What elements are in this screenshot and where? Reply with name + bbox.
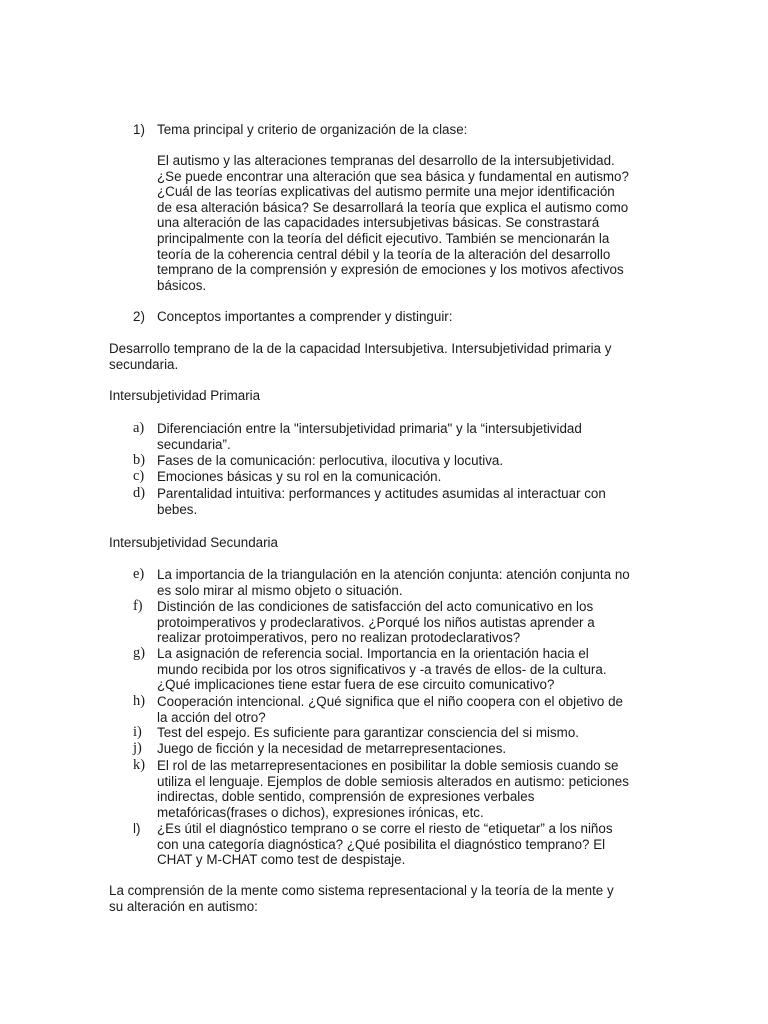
subsection-title-text: Intersubjetividad Secundaria: [109, 535, 278, 550]
list-letter: d): [133, 485, 145, 501]
list-letter: a): [133, 420, 145, 436]
list-item: [157, 758, 629, 820]
paragraph-line: ¿Cuál de las teorías explicativas del autismo permite una mejor identificación: [157, 184, 615, 200]
section-paragraph: [157, 153, 629, 293]
subsection-title-text: Intersubjetividad Primaria: [109, 388, 261, 403]
list-item-line: metafóricas(frases o dichos), expresiones irónicas, etc.: [157, 804, 484, 820]
list-item: [157, 599, 595, 646]
paragraph-line: básicos.: [157, 277, 207, 293]
list-item-line: realizar protoimperativos, pero no realizan protodeclarativos?: [157, 630, 521, 646]
list-item-line: Distinción de las condiciones de satisfacción del acto comunicativo en los: [157, 599, 594, 614]
list-item-line: Diferenciación entre la "intersubjetividad primaria" y la “intersubjetividad: [157, 421, 582, 436]
intro-paragraph: [109, 341, 611, 372]
list-item-line: Emociones básicas y su rol en la comunicación.: [157, 469, 442, 484]
list-item: [157, 694, 623, 725]
list-letter: l): [133, 821, 141, 836]
list-item: [157, 567, 630, 598]
paragraph-line: su alteración en autismo:: [109, 898, 258, 914]
paragraph-line: secundaria.: [109, 356, 179, 372]
list-letter: e): [133, 566, 145, 582]
list-letter: f): [133, 598, 143, 614]
list-letter: b): [133, 452, 145, 468]
paragraph-line: una alteración de las capacidades intersubjetivas básicas. Se constrastará: [157, 215, 600, 231]
list-item-line: Parentalidad intuitiva: performances y actitudes asumidas al interactuar con: [157, 486, 606, 501]
list-item-line: indirectas, doble sentido, comprensión de expresiones verbales: [157, 789, 535, 805]
subsection-title: [109, 388, 260, 404]
list-item: [157, 646, 607, 693]
list-item: [157, 741, 506, 757]
list-item-line: es solo mirar al mismo objeto o situación.: [157, 582, 403, 598]
list-letter: g): [133, 645, 145, 661]
list-item-line: La asignación de referencia social. Importancia en la orientación hacia el: [157, 646, 589, 661]
list-item-line: CHAT y M-CHAT como test de despistaje.: [157, 852, 406, 868]
list-item-line: ¿Es útil el diagnóstico temprano o se corre el riesto de “etiquetar” a los niños: [157, 821, 613, 836]
list-item: [157, 725, 579, 741]
list-item-line: El rol de las metarrepresentaciones en posibilitar la doble semiosis cuando se: [157, 758, 619, 773]
list-item-line: Test del espejo. Es suficiente para garantizar consciencia del si mismo.: [157, 725, 580, 740]
subsection-title: [109, 535, 278, 551]
paragraph-line: Desarrollo temprano de la de la capacidad Intersubjetiva. Intersubjetividad primaria y: [109, 341, 612, 356]
section-number: 2): [133, 309, 145, 324]
paragraph-line: de esa alteración básica? Se desarrollará la teoría que explica el autismo como: [157, 199, 629, 215]
list-letter: k): [133, 757, 145, 773]
paragraph-line: teoría de la coherencia central débil y la teoría de la alteración del desarrollo: [157, 246, 611, 262]
list-item-line: La importancia de la triangulación en la atención conjunta: atención conjunta no: [157, 567, 630, 582]
list-item-line: utiliza el lenguaje. Ejemplos de doble semiosis alterados en autismo: peticiones: [157, 773, 629, 789]
paragraph-line: El autismo y las alteraciones tempranas del desarrollo de la intersubjetividad.: [157, 153, 615, 168]
list-item: [157, 821, 613, 868]
list-letter: i): [133, 724, 142, 740]
closing-paragraph: [109, 883, 614, 914]
list-item: [157, 469, 441, 485]
list-item-line: Cooperación intencional. ¿Qué significa que el niño coopera con el objetivo de: [157, 694, 623, 709]
list-item-line: ¿Qué implicaciones tiene estar fuera de ese circuito comunicativo?: [157, 677, 555, 693]
list-item-line: Fases de la comunicación: perlocutiva, ilocutiva y locutiva.: [157, 453, 504, 468]
paragraph-line: temprano de la comprensión y expresión de emociones y los motivos afectivos: [157, 262, 624, 278]
heading-text: Conceptos importantes a comprender y distinguir:: [157, 309, 453, 324]
paragraph-line: principalmente con la teoría del déficit ejecutivo. También se mencionarán la: [157, 230, 610, 246]
list-letter: c): [133, 468, 145, 484]
list-item: [157, 486, 606, 517]
list-letter: h): [133, 693, 145, 709]
list-item-line: protoimperativos y prodeclarativos. ¿Porqué los niños autistas aprender a: [157, 614, 595, 630]
section-number: 1): [133, 122, 145, 137]
list-item-line: con una categoría diagnóstica? ¿Qué posibilita el diagnóstico temprano? El: [157, 836, 606, 852]
heading-text: Tema principal y criterio de organización de la clase:: [157, 122, 468, 137]
section-heading: [157, 122, 467, 138]
list-letter: j): [133, 740, 142, 756]
list-item-line: la acción del otro?: [157, 709, 266, 725]
list-item: [157, 421, 582, 452]
list-item-line: Juego de ficción y la necesidad de metarrepresentaciones.: [157, 741, 507, 756]
list-item-line: mundo recibida por los otros significativos y -a través de ellos- de la cultura.: [157, 661, 607, 677]
list-item-line: bebes.: [157, 501, 198, 517]
section-heading: [157, 309, 452, 325]
list-item-line: secundaria”.: [157, 436, 231, 452]
paragraph-line: ¿Se puede encontrar una alteración que sea básica y fundamental en autismo?: [157, 168, 629, 184]
paragraph-line: La comprensión de la mente como sistema representacional y la teoría de la mente y: [109, 883, 614, 898]
list-item: [157, 453, 503, 469]
